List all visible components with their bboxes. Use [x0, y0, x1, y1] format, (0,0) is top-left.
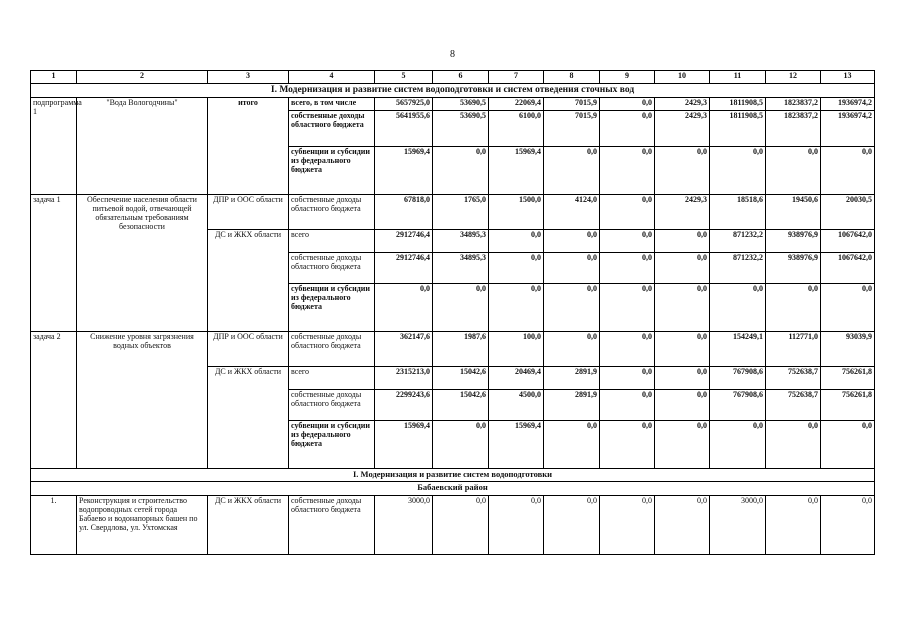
value-cell: 0,0	[655, 390, 710, 421]
value-cell: 0,0	[600, 147, 655, 195]
table-row	[31, 98, 875, 111]
funding-source: собственные доходы областного бюджета	[289, 111, 375, 147]
value-cell: 0,0	[600, 230, 655, 253]
executor: ДПР и ООС области	[208, 195, 289, 230]
value-cell: 1811908,5	[710, 98, 766, 111]
column-header: 2	[77, 71, 208, 84]
value-cell: 0,0	[600, 332, 655, 367]
column-number-row	[31, 71, 875, 84]
value-cell: 938976,9	[766, 253, 821, 284]
value-cell: 362147,6	[375, 332, 433, 367]
value-cell: 0,0	[600, 496, 655, 555]
value-cell: 15969,4	[489, 421, 544, 469]
value-cell: 0,0	[655, 332, 710, 367]
task-name: Обеспечение населения области питьевой водой, отвечающей обязательным требованиям безопасности	[77, 195, 208, 332]
column-header: 12	[766, 71, 821, 84]
value-cell: 0,0	[433, 284, 489, 332]
subprogram-executor: итого	[208, 98, 289, 195]
value-cell: 0,0	[655, 496, 710, 555]
value-cell: 0,0	[821, 284, 875, 332]
task-code: задача 2	[31, 332, 77, 469]
value-cell: 15042,6	[433, 367, 489, 390]
value-cell: 15969,4	[489, 147, 544, 195]
value-cell: 0,0	[375, 284, 433, 332]
value-cell: 0,0	[544, 421, 600, 469]
value-cell: 0,0	[544, 332, 600, 367]
value-cell: 34895,3	[433, 253, 489, 284]
item-name: Реконструкция и строительство водопроводных сетей города Бабаево и водонапорных башен по ул. Свердлова, ул. Ухтомская	[77, 496, 208, 555]
value-cell: 53690,5	[433, 111, 489, 147]
value-cell: 5641955,6	[375, 111, 433, 147]
value-cell: 0,0	[710, 421, 766, 469]
value-cell: 5657925,0	[375, 98, 433, 111]
value-cell: 2912746,4	[375, 253, 433, 284]
value-cell: 871232,2	[710, 253, 766, 284]
value-cell: 1936974,2	[821, 98, 875, 111]
funding-source: всего, в том числе	[289, 98, 375, 111]
value-cell: 1823837,2	[766, 111, 821, 147]
funding-source: всего	[289, 367, 375, 390]
value-cell: 0,0	[600, 367, 655, 390]
value-cell: 0,0	[655, 367, 710, 390]
value-cell: 2891,9	[544, 367, 600, 390]
funding-source: всего	[289, 230, 375, 253]
value-cell: 0,0	[821, 496, 875, 555]
table-row	[31, 195, 875, 230]
value-cell: 0,0	[600, 253, 655, 284]
value-cell: 0,0	[600, 98, 655, 111]
value-cell: 2299243,6	[375, 390, 433, 421]
value-cell: 0,0	[544, 147, 600, 195]
executor: ДС и ЖКХ области	[208, 367, 289, 469]
value-cell: 2315213,0	[375, 367, 433, 390]
value-cell: 53690,5	[433, 98, 489, 111]
district-title: Бабаевский район	[31, 482, 875, 496]
column-header: 5	[375, 71, 433, 84]
value-cell: 0,0	[489, 284, 544, 332]
executor: ДС и ЖКХ области	[208, 496, 289, 555]
budget-table	[30, 70, 875, 555]
subsection-row	[31, 469, 875, 482]
column-header: 13	[821, 71, 875, 84]
column-header: 11	[710, 71, 766, 84]
value-cell: 0,0	[489, 230, 544, 253]
value-cell: 15042,6	[433, 390, 489, 421]
value-cell: 0,0	[766, 496, 821, 555]
value-cell: 871232,2	[710, 230, 766, 253]
value-cell: 1067642,0	[821, 230, 875, 253]
value-cell: 938976,9	[766, 230, 821, 253]
value-cell: 0,0	[544, 496, 600, 555]
value-cell: 1811908,5	[710, 111, 766, 147]
task-name: Снижение уровня загрязнения водных объектов	[77, 332, 208, 469]
value-cell: 0,0	[600, 284, 655, 332]
subprogram-name: "Вода Вологодчины"	[77, 98, 208, 195]
value-cell: 2429,3	[655, 98, 710, 111]
value-cell: 0,0	[766, 147, 821, 195]
value-cell: 2912746,4	[375, 230, 433, 253]
value-cell: 4500,0	[489, 390, 544, 421]
value-cell: 0,0	[489, 253, 544, 284]
value-cell: 4124,0	[544, 195, 600, 230]
value-cell: 6100,0	[489, 111, 544, 147]
value-cell: 3000,0	[710, 496, 766, 555]
value-cell: 0,0	[821, 421, 875, 469]
value-cell: 22069,4	[489, 98, 544, 111]
value-cell: 1067642,0	[821, 253, 875, 284]
column-header: 7	[489, 71, 544, 84]
item-code: 1.	[31, 496, 77, 555]
page-number: 8	[450, 49, 455, 60]
value-cell: 3000,0	[375, 496, 433, 555]
value-cell: 7015,9	[544, 111, 600, 147]
value-cell: 0,0	[710, 147, 766, 195]
value-cell: 0,0	[821, 147, 875, 195]
value-cell: 752638,7	[766, 390, 821, 421]
column-header: 4	[289, 71, 375, 84]
value-cell: 767908,6	[710, 367, 766, 390]
value-cell: 15969,4	[375, 421, 433, 469]
value-cell: 67818,0	[375, 195, 433, 230]
value-cell: 0,0	[710, 284, 766, 332]
funding-source: собственные доходы областного бюджета	[289, 390, 375, 421]
value-cell: 0,0	[600, 390, 655, 421]
value-cell: 767908,6	[710, 390, 766, 421]
value-cell: 0,0	[655, 253, 710, 284]
column-header: 10	[655, 71, 710, 84]
value-cell: 0,0	[544, 253, 600, 284]
value-cell: 0,0	[433, 147, 489, 195]
column-header: 3	[208, 71, 289, 84]
value-cell: 2429,3	[655, 111, 710, 147]
value-cell: 756261,8	[821, 390, 875, 421]
value-cell: 0,0	[655, 230, 710, 253]
column-header: 6	[433, 71, 489, 84]
value-cell: 18518,6	[710, 195, 766, 230]
funding-source: собственные доходы областного бюджета	[289, 195, 375, 230]
column-header: 1	[31, 71, 77, 84]
value-cell: 1987,6	[433, 332, 489, 367]
value-cell: 0,0	[544, 284, 600, 332]
value-cell: 154249,1	[710, 332, 766, 367]
value-cell: 0,0	[489, 496, 544, 555]
subprogram-code: подпрограмма 1	[31, 98, 77, 195]
value-cell: 19450,6	[766, 195, 821, 230]
column-header: 9	[600, 71, 655, 84]
value-cell: 0,0	[766, 284, 821, 332]
table-row	[31, 496, 875, 555]
task-code: задача 1	[31, 195, 77, 332]
value-cell: 15969,4	[375, 147, 433, 195]
value-cell: 0,0	[600, 195, 655, 230]
value-cell: 0,0	[655, 284, 710, 332]
value-cell: 1500,0	[489, 195, 544, 230]
table-row	[31, 332, 875, 367]
district-row	[31, 482, 875, 496]
value-cell: 752638,7	[766, 367, 821, 390]
value-cell: 20469,4	[489, 367, 544, 390]
subsection-title: I. Модернизация и развитие систем водоподготовки	[31, 469, 875, 482]
value-cell: 0,0	[766, 421, 821, 469]
funding-source: субвенции и субсидии из федерального бюджета	[289, 421, 375, 469]
section-title: I. Модернизация и развитие систем водоподготовки и систем отведения сточных вод	[31, 84, 875, 98]
value-cell: 112771,0	[766, 332, 821, 367]
value-cell: 0,0	[544, 230, 600, 253]
value-cell: 0,0	[433, 421, 489, 469]
value-cell: 0,0	[600, 421, 655, 469]
value-cell: 2429,3	[655, 195, 710, 230]
value-cell: 2891,9	[544, 390, 600, 421]
column-header: 8	[544, 71, 600, 84]
value-cell: 0,0	[600, 111, 655, 147]
value-cell: 93039,9	[821, 332, 875, 367]
value-cell: 20030,5	[821, 195, 875, 230]
value-cell: 34895,3	[433, 230, 489, 253]
value-cell: 756261,8	[821, 367, 875, 390]
section-row	[31, 84, 875, 98]
value-cell: 1823837,2	[766, 98, 821, 111]
value-cell: 0,0	[655, 147, 710, 195]
executor: ДС и ЖКХ области	[208, 230, 289, 332]
funding-source: субвенции и субсидии из федерального бюджета	[289, 284, 375, 332]
value-cell: 7015,9	[544, 98, 600, 111]
funding-source: собственные доходы областного бюджета	[289, 253, 375, 284]
funding-source: собственные доходы областного бюджета	[289, 332, 375, 367]
funding-source: субвенции и субсидии из федерального бюджета	[289, 147, 375, 195]
funding-source: собственные доходы областного бюджета	[289, 496, 375, 555]
value-cell: 1765,0	[433, 195, 489, 230]
executor: ДПР и ООС области	[208, 332, 289, 367]
value-cell: 0,0	[655, 421, 710, 469]
value-cell: 0,0	[433, 496, 489, 555]
value-cell: 100,0	[489, 332, 544, 367]
value-cell: 1936974,2	[821, 111, 875, 147]
